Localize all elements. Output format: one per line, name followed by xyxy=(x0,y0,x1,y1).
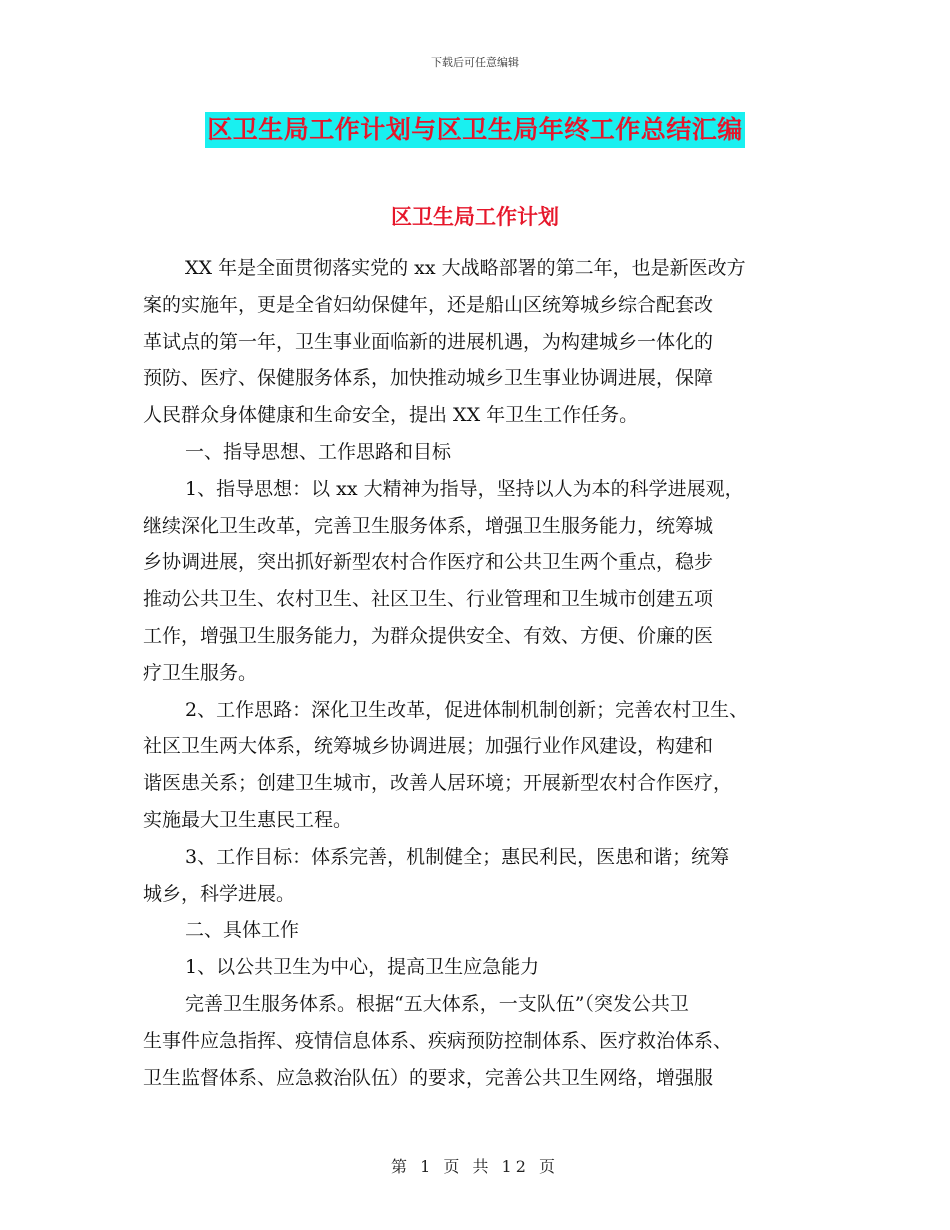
text-line: 实施最大卫生惠民工程。 xyxy=(143,808,353,831)
text-line: 继续深化卫生改革，完善卫生服务体系，增强卫生服务能力，统筹城 xyxy=(143,514,714,537)
text-line: 社区卫生两大体系，统筹城乡协调进展；加强行业作风建设，构建和 xyxy=(143,735,714,758)
text-line: 疗卫生服务。 xyxy=(143,661,258,684)
text-line: 卫生监督体系、应急救治队伍）的要求，完善公共卫生网络，增强服 xyxy=(143,1066,714,1089)
text-line: 案的实施年，更是全省妇幼保健年，还是船山区统筹城乡综合配套改 xyxy=(143,293,714,316)
section-title: 区卫生局工作计划 xyxy=(391,205,559,229)
text-line: 人民群众身体健康和生命安全，提出 XX 年卫生工作任务。 xyxy=(143,404,639,427)
header-note: 下载后可任意编辑 xyxy=(431,56,519,69)
text-line: 谐医患关系；创建卫生城市，改善人居环境；开展新型农村合作医疗， xyxy=(143,772,733,795)
text-line: 工作，增强卫生服务能力，为群众提供安全、有效、方便、价廉的医 xyxy=(143,624,714,647)
text-line: 革试点的第一年，卫生事业面临新的进展机遇，为构建城乡一体化的 xyxy=(143,330,714,353)
text-line: 城乡，科学进展。 xyxy=(143,882,296,905)
text-line: 预防、医疗、保健服务体系，加快推动城乡卫生事业协调进展，保障 xyxy=(143,367,714,390)
text-line: 完善卫生服务体系。根据“五大体系，一支队伍”（突发公共卫 xyxy=(185,992,689,1015)
text-line: 2、工作思路：深化卫生改革，促进体制机制创新；完善农村卫生、 xyxy=(185,698,749,721)
text-line: 二、具体工作 xyxy=(185,919,300,942)
text-line: 乡协调进展，突出抓好新型农村合作医疗和公共卫生两个重点，稳步 xyxy=(143,551,714,574)
text-line: 生事件应急指挥、疫情信息体系、疾病预防控制体系、医疗救治体系、 xyxy=(143,1029,733,1052)
text-line: XX 年是全面贯彻落实党的 xx 大战略部署的第二年，也是新医改方 xyxy=(185,257,746,279)
text-line: 1、指导思想：以 xx 大精神为指导，坚持以人为本的科学进展观， xyxy=(185,477,744,500)
page-footer: 第 1 页 共 12 页 xyxy=(391,1157,559,1176)
text-line: 推动公共卫生、农村卫生、社区卫生、行业管理和卫生城市创建五项 xyxy=(143,588,714,611)
text-line: 1、以公共卫生为中心，提高卫生应急能力 xyxy=(185,956,540,979)
main-title-container xyxy=(0,112,950,148)
body-text xyxy=(143,250,811,1096)
main-title: 区卫生局工作计划与区卫生局年终工作总结汇编 xyxy=(205,112,745,148)
text-line: 3、工作目标：体系完善，机制健全；惠民利民，医患和谐；统筹 xyxy=(185,845,730,868)
text-line: 一、指导思想、工作思路和目标 xyxy=(185,440,452,463)
